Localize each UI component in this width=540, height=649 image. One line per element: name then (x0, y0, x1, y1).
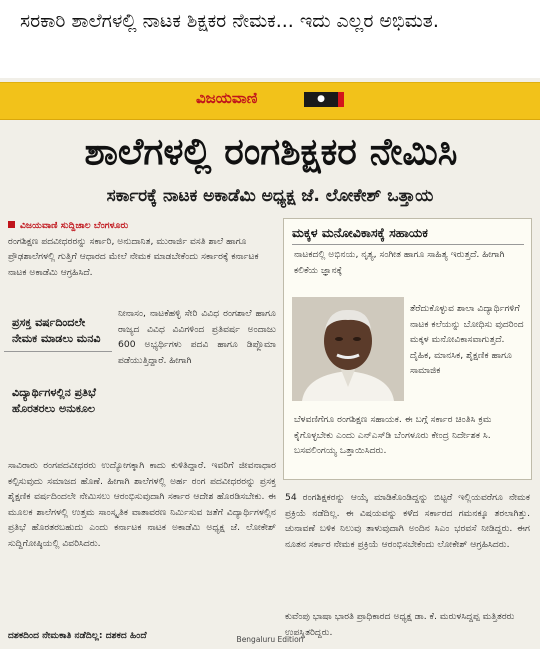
dateline: ವಿಜಯವಾಣಿ ಸುದ್ದಿಜಾಲ ಬೆಂಗಳೂರು (20, 220, 129, 231)
person-photo (292, 297, 404, 401)
post-caption: ಸರಕಾರಿ ಶಾಲೆಗಳಲ್ಲಿ ನಾಟಕ ಶಿಕ್ಷಕರ ನೇಮಕ... ಇದು ಎಲ್ಲರ ಅಭಿಮತ. (20, 10, 439, 32)
intro-paragraph (8, 218, 276, 280)
portrait-image (292, 297, 404, 401)
right-paragraph: 54 ರಂಗಶಿಕ್ಷಕರನ್ನು ಆಯ್ಕೆ ಮಾಡಿಕೊಂಡಿದ್ದನ್ನು ಬಿಟ್ಟರೆ ಇಲ್ಲಿಯವರೆಗೂ ನೇಮಕ ಪ್ರಕ್ರಿಯೆ ನಡೆದಿಲ್ಲ. ಈ ವಿಷಯವನ್ನು ಕಳೆದ ಸರ್ಕಾರದ ಗಮನಕ್ಕೂ ತರಲಾಗಿತ್ತು. ಚುನಾವಣೆ ಬಳಿಕ ನಿಲುವು ತಾಳುವುದಾಗಿ ಅಂದಿನ ಸಿಎಂ ಭರವಸೆ ನೀಡಿದ್ದರು. ಈಗ ನೂತನ ಸರ್ಕಾರ ನೇಮಕ ಪ್ರಕ್ರಿಯೆ ಆರಂಭಿಸಬೇಕೆಂದು ಲೋಕೇಶ್ ಆಗ್ರಹಿಸಿದರು. (285, 492, 530, 550)
sidebar-text-top: ನಾಟಕದಲ್ಲಿ ಅಭಿನಯ, ನೃತ್ಯ, ಸಂಗೀತ ಹಾಗೂ ಸಾಹಿತ್ಯ ಇರುತ್ತದೆ. ಹೀಗಾಗಿ ಕಲಿಕೆಯ ಜ್ಞಾನಕ್ಕೆ (294, 249, 505, 276)
bullet-icon (8, 221, 15, 228)
pullquote-1: ಪ್ರಸಕ್ತ ವರ್ಷದಿಂದಲೇ ನೇಮಕ ಮಾಡಲು ಮನವಿ (4, 315, 112, 352)
subsection-lead: ದಶಕದಿಂದ ನೇಮಕಾತಿ ನಡೆದಿಲ್ಲ: ದಶಕದ ಹಿಂದೆ (8, 630, 147, 641)
lower-paragraph: ಸಾವಿರಾರು ರಂಗಪದವೀಧರರು ಉದ್ಯೋಗಕ್ಕಾಗಿ ಕಾದು ಕುಳಿತಿದ್ದಾರೆ. ಇವರಿಗೆ ಜೀವನಾಧಾರ ಕಲ್ಪಿಸುವುದು ಸಮಾಜದ ಹೊಣೆ. ಹೀಗಾಗಿ ಶಾಲೆಗಳಲ್ಲಿ ಅರ್ಹ ರಂಗ ಪದವೀಧರರನ್ನು ಪ್ರಸಕ್ತ ಶೈಕ್ಷಣಿಕ ವರ್ಷದಿಂದಲೇ ನೇಮಿಸಲು ಆರಂಭಿಸುವುದಾಗಿ ಸರ್ಕಾರ ಆದೇಶ ಹೊರಡಿಸಬೇಕು. ಈ ಮೂಲಕ ಶಾಲೆಗಳಲ್ಲಿ ಉತ್ತಮ ಸಾಂಸ್ಕೃತಿಕ ವಾತಾವರಣ ನಿರ್ಮಿಸುವ ಜತೆಗೆ ವಿದ್ಯಾರ್ಥಿಗಳಲ್ಲಿನ ಪ್ರತಿಭೆ ಹೊರತರಬಹುದು ಎಂದು ಕರ್ನಾಟಕ ನಾಟಕ ಅಕಾಡೆಮಿ ಅಧ್ಯಕ್ಷ ಜೆ. ಲೋಕೇಶ್ ಸುದ್ದಿಗೋಷ್ಠಿಯಲ್ಲಿ ವಿವರಿಸಿದರು. (8, 460, 276, 549)
sidebar-title: ಮಕ್ಕಳ ಮನೋವಿಕಾಸಕ್ಕೆ ಸಹಾಯಕ (292, 225, 524, 245)
pullquote-2: ವಿದ್ಯಾರ್ಥಿಗಳಲ್ಲಿನ ಪ್ರತಿಭೆ ಹೊರತರಲು ಅನುಕೂಲ (12, 386, 96, 415)
right-paragraph-2: ಕುವೆಂಪು ಭಾಷಾ ಭಾರತಿ ಪ್ರಾಧಿಕಾರದ ಅಧ್ಯಕ್ಷ ಡಾ. ಕೆ. ಮರುಳಸಿದ್ದಪ್ಪ ಮತ್ತಿತರರು ಉಪಸ್ಥಿತರಿದ್ದರು. (285, 611, 515, 638)
subheadline: ಸರ್ಕಾರಕ್ಕೆ ನಾಟಕ ಅಕಾಡೆಮಿ ಅಧ್ಯಕ್ಷ ಜೆ. ಲೋಕೇಶ್ ಒತ್ತಾಯ (106, 186, 434, 206)
headline: ಶಾಲೆಗಳಲ್ಲಿ ರಂಗಶಿಕ್ಷಕರ ನೇಮಿಸಿ (84, 130, 458, 173)
sidebar-text-right: ತೆರೆದುಕೊಳ್ಳುವ ಶಾಲಾ ವಿದ್ಯಾರ್ಥಿಗಳಿಗೆ ನಾಟಕ ಕಲೆಯನ್ನು ಬೋಧಿಸು ವುದರಿಂದ ಮಕ್ಕಳ ಮನೋವಿಕಾಸವಾಗುತ್ತದೆ. ದೈಹಿಕ, ಮಾನಸಿಕ, ಶೈಕ್ಷಣಿಕ ಹಾಗೂ ಸಾಮಾಜಿಕ (410, 303, 524, 376)
masthead (0, 82, 540, 120)
column-text: ನೀನಾಸಂ, ನಾಟಕೆಹಳ್ಳಿ ಸೇರಿ ವಿವಿಧ ರಂಗಶಾಲೆ ಹಾಗೂ ರಾಜ್ಯದ ವಿವಿಧ ವಿವಿಗಳಿಂದ ಪ್ರತಿವರ್ಷ ಅಂದಾಜು 600 ಅಭ್ಯರ್ಥಿಗಳು ಪದವಿ ಹಾಗೂ ಡಿಪ್ಲೊಮಾ ಪಡೆಯುತ್ತಿದ್ದಾರೆ. ಹೀಗಾಗಿ (118, 308, 276, 366)
intro-text: ರಂಗಶಿಕ್ಷಣ ಪದವೀಧರರನ್ನು ಸರ್ಕಾರಿ, ಅನುದಾನಿತ, ಮುರಾರ್ಜಿ ವಸತಿ ಶಾಲೆ ಹಾಗೂ ಪ್ರೌಢಶಾಲೆಗಳಲ್ಲಿ ಗುತ್ತಿಗೆ ಆಧಾರದ ಮೇಲೆ ನೇಮಕ ಮಾಡಬೇಕೆಂದು ಸರ್ಕಾರಕ್ಕೆ ಕರ್ನಾಟಕ ನಾಟಕ ಅಕಾಡೆಮಿ ಆಗ್ರಹಿಸಿದೆ. (8, 235, 259, 278)
brand-logo-icon: ● (304, 92, 344, 107)
newspaper-brand: ವಿಜಯವಾಣಿ (196, 89, 258, 107)
newspaper-clipping (0, 78, 540, 649)
sidebar-box (283, 218, 532, 480)
sidebar-text-bottom: ಬೆಳವಣಿಗೆಗೂ ರಂಗಶಿಕ್ಷಣ ಸಹಾಯಕ. ಈ ಬಗ್ಗೆ ಸರ್ಕಾರ ಚಿಂತಿಸಿ ಕ್ರಮ ಕೈಗೊಳ್ಳಬೇಕು ಎಂದು ಎನ್‌ಎಸ್‌ಡಿ ಬೆಂಗಳೂರು ಕೇಂದ್ರ ನಿರ್ದೇಶಕ ಸಿ. ಬಸವಲಿಂಗಯ್ಯ ಒತ್ತಾಯಿಸಿದರು. (294, 414, 492, 456)
edition-label: Bengaluru Edition (236, 635, 304, 644)
